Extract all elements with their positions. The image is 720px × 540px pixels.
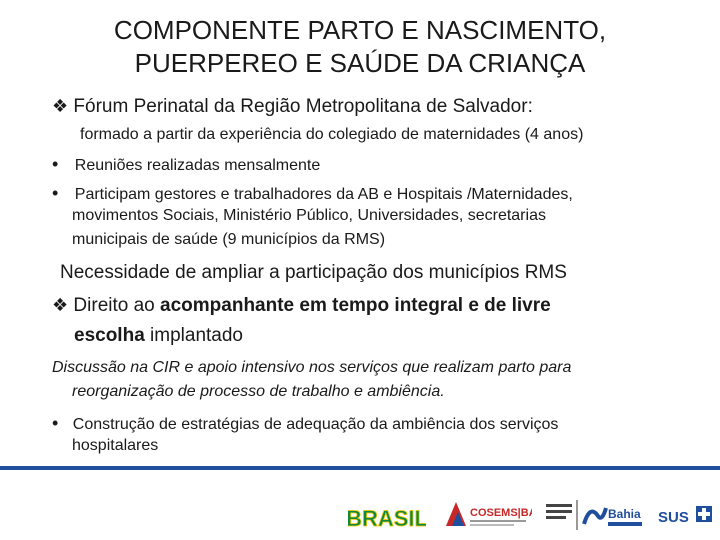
bullet-item-participants: • Participam gestores e trabalhadores da AB e Hospitais /Maternidades, <box>52 183 573 203</box>
bahia-logo-text: Bahia <box>608 507 641 521</box>
sus-logo-text: SUS <box>658 509 689 526</box>
brasil-logo <box>348 500 426 534</box>
footer-logos <box>0 466 720 540</box>
bullet-continuation-1: movimentos Sociais, Ministério Público, Universidades, secretarias <box>72 207 546 224</box>
forum-heading: Fórum Perinatal da Região Metropolitana de Salvador: <box>73 96 533 117</box>
bullet-dot-icon: • <box>52 154 59 174</box>
bullet-dot-icon: • <box>52 413 59 433</box>
bullet-continuation-3: hospitalares <box>72 437 159 454</box>
companion-bold-text: acompanhante em tempo integral e de livre <box>160 295 551 316</box>
cir-discussion-line2: reorganização de processo de trabalho e ambiência. <box>72 383 445 400</box>
cosems-logo-text: COSEMS|BA <box>470 507 532 519</box>
forum-subtext: formado a partir da experiência do colegiado de maternidades (4 anos) <box>80 126 584 143</box>
diamond-bullet-icon: ❖ <box>52 96 69 116</box>
companion-heading-row: ❖ Direito ao acompanhante em tempo integral e de livre <box>52 295 551 316</box>
title-line-2: PUERPEREO E SAÚDE DA CRIANÇA <box>134 48 586 78</box>
cosems-logo <box>442 496 532 532</box>
slide-title <box>0 14 720 80</box>
footer-accent-bar <box>0 466 720 470</box>
companion-heading-line2: escolha implantado <box>74 325 243 346</box>
sus-logo <box>656 500 716 530</box>
bullet-continuation-2: municipais de saúde (9 municípios da RMS) <box>72 231 386 248</box>
brasil-logo-text: BRASIL <box>348 506 426 531</box>
need-statement: Necessidade de ampliar a participação dos municípios RMS <box>60 262 567 283</box>
title-line-1: COMPONENTE PARTO E NASCIMENTO, <box>113 15 607 45</box>
bullet-dot-icon: • <box>52 183 59 203</box>
forum-heading-row <box>52 96 533 118</box>
diamond-bullet-icon: ❖ <box>52 295 69 315</box>
bullet-item-meetings: • Reuniões realizadas mensalmente <box>52 154 321 174</box>
bullet-item-construction: • Construção de estratégias de adequação da ambiência dos serviços <box>52 413 559 433</box>
cir-discussion-line1: Discussão na CIR e apoio intensivo nos serviços que realizam parto para <box>52 359 572 376</box>
bahia-government-logo <box>546 498 646 532</box>
